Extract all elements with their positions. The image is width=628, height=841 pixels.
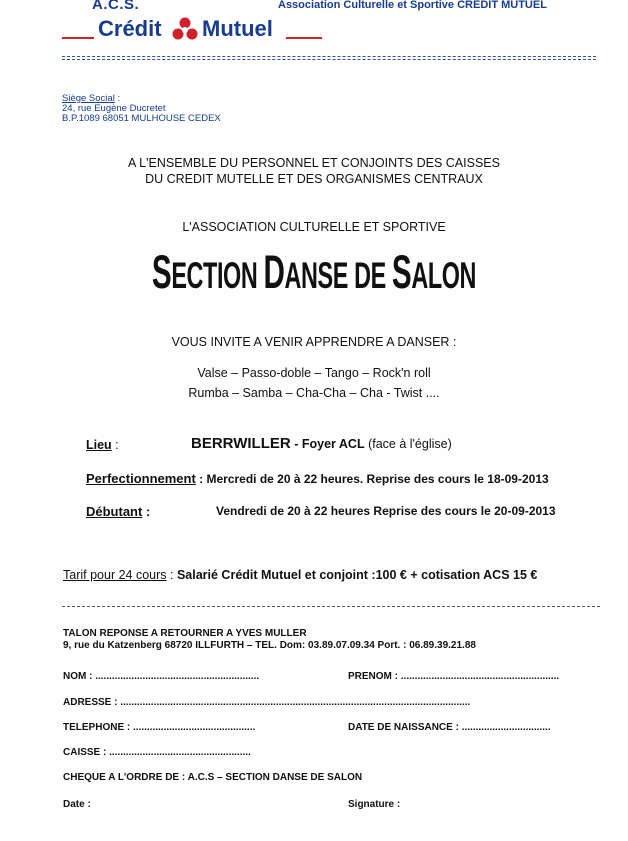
logo-word-credit: Crédit — [98, 16, 162, 41]
title-anse: ANSE — [284, 255, 355, 297]
title-d: D — [263, 246, 285, 300]
cut-line — [62, 606, 600, 607]
perfectionnement-row — [86, 471, 549, 486]
debutant-label: Débutant — [86, 504, 143, 519]
logo-emblem-icon — [172, 17, 198, 41]
tarif-colon: : — [166, 568, 177, 582]
lieu-note: (face à l'église) — [364, 437, 452, 451]
adresse-field[interactable]: ADRESSE : .............................................................................................................................. — [63, 697, 471, 708]
logo-line-left — [62, 37, 94, 39]
nom-field[interactable]: NOM : ........................................................... — [63, 671, 260, 682]
date-naissance-field[interactable]: DATE DE NAISSANCE : ................................ — [348, 722, 551, 733]
header-divider-2 — [62, 59, 596, 60]
dances-line1: Valse – Passo-doble – Tango – Rock'n roll — [197, 366, 431, 380]
tarif-label: Tarif pour 24 cours — [63, 568, 167, 582]
association-header — [278, 0, 547, 11]
logo-line-right — [286, 37, 322, 39]
logo-acs: A.C.S. — [92, 0, 140, 13]
title-ection: ECTION — [171, 255, 264, 297]
date-field[interactable]: Date : — [63, 799, 91, 810]
header-divider — [62, 56, 596, 57]
perfectionnement-label: Perfectionnement — [86, 471, 196, 486]
lieu-rest: - Foyer ACL — [290, 437, 365, 451]
caisse-field[interactable]: CAISSE : ................................................... — [63, 747, 251, 758]
cheque-line: CHEQUE A L'ORDRE DE : A.C.S – SECTION DANSE DE SALON — [63, 772, 363, 783]
association-line: L'ASSOCIATION CULTURELLE ET SPORTIVE — [182, 220, 446, 234]
talon-line1: TALON REPONSE A RETOURNER A YVES MULLER — [63, 628, 307, 639]
debutant-colon: : — [142, 504, 151, 519]
logo-word-mutuel: Mutuel — [202, 16, 273, 41]
lieu-value — [191, 435, 452, 453]
lieu-colon: : — [111, 438, 119, 452]
debutant-row — [86, 504, 150, 519]
lieu-label: Lieu — [86, 438, 112, 452]
signature-field[interactable]: Signature : — [348, 799, 401, 810]
siege-label: Siège Social — [62, 93, 115, 104]
lieu-row — [86, 438, 119, 452]
title-salon-s: S — [391, 246, 412, 300]
intro-line1: A L'ENSEMBLE DU PERSONNEL ET CONJOINTS DES CAISSES — [128, 156, 500, 170]
prenom-field[interactable]: PRENOM : ......................................................... — [348, 671, 560, 682]
tarif-row — [63, 568, 537, 582]
siege-address-line1: 24, rue Eugène Ducretet — [62, 103, 166, 114]
perfectionnement-text: : Mercredi de 20 à 22 heures. Reprise des cours le 18-09-2013 — [195, 472, 549, 486]
association-name: Association Culturelle et Sportive CRÉDIT MUTUEL — [278, 0, 547, 11]
siege-colon: : — [114, 93, 121, 104]
telephone-field[interactable]: TELEPHONE : ............................................ — [63, 722, 256, 733]
dances-line2: Rumba – Samba – Cha-Cha – Cha - Twist .... — [188, 386, 440, 400]
title-de: DE — [354, 255, 392, 297]
page-title — [69, 247, 559, 301]
siege-social-block — [62, 94, 221, 124]
tarif-text: Salarié Crédit Mutuel et conjoint :100 € + cotisation ACS 15 € — [176, 568, 538, 582]
intro-line2: DU CREDIT MUTELLE ET DES ORGANISMES CENTRAUX — [145, 172, 483, 186]
invite-line: VOUS INVITE A VENIR APPRENDRE A DANSER : — [171, 335, 457, 349]
talon-line2: 9, rue du Katzenberg 68720 ILLFURTH – TEL. Dom: 03.89.07.09.34 Port. : 06.89.39.21.88 — [63, 640, 476, 651]
debutant-text: Vendredi de 20 à 22 heures Reprise des cours le 20-09-2013 — [216, 504, 556, 518]
title-alon: ALON — [411, 255, 477, 297]
siege-address-line2: B.P.1089 68051 MULHOUSE CEDEX — [62, 113, 221, 124]
lieu-place: BERRWILLER — [191, 435, 291, 452]
credit-mutuel-logo — [62, 16, 324, 42]
title-s: S — [151, 246, 172, 300]
